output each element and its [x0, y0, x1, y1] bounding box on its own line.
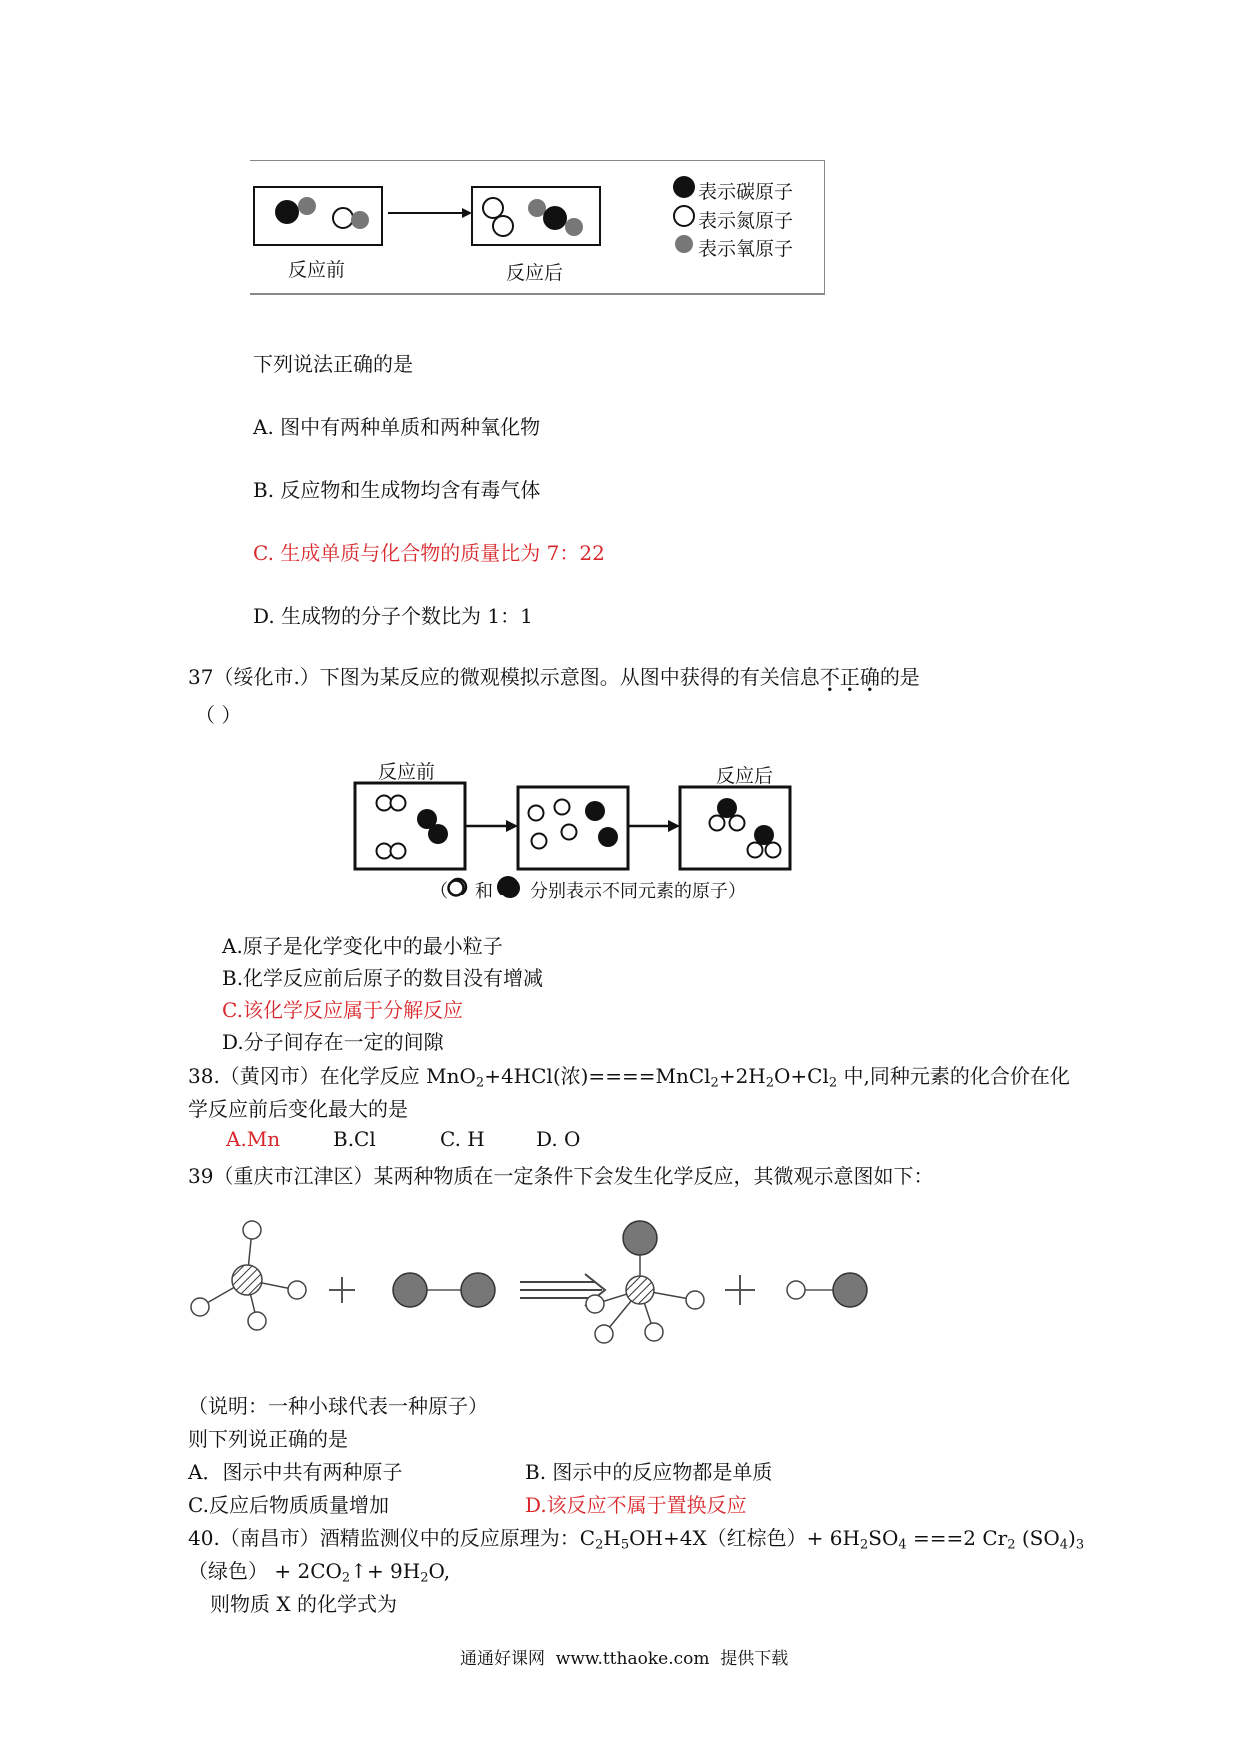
q38-option-c: C. H	[440, 1127, 485, 1151]
q40-line1-d: ===2 Cr	[906, 1526, 1008, 1550]
fig2-caption-rest: 分别表示不同元素的原子）	[530, 881, 746, 902]
q37-blank: （ ）	[195, 703, 242, 727]
q38-option-a-answer: A.Mn	[226, 1127, 281, 1151]
q38-line1: 38.（黄冈市）在化学反应 MnO$_2$+4HCl(浓)$====MnCl_2+2H_2O+Cl_2$ 中,同种元素的化合价在化	[188, 1064, 1070, 1091]
q40-line2-post: ↑+ 9H	[350, 1559, 421, 1583]
q38-line1-mid3: O+Cl	[774, 1064, 829, 1088]
q36-option-a: A. 图中有两种单质和两种氧化物	[253, 415, 541, 439]
q37-emph-1: 不	[819, 665, 840, 689]
q38-option-b: B.Cl	[333, 1127, 376, 1151]
q38-line1-mid2: +2H	[718, 1064, 766, 1088]
q39-note: （说明：一种小球代表一种原子）	[188, 1394, 488, 1418]
fig2-after-label: 反应后	[716, 765, 774, 787]
fig1-legend-oxygen: 表示氧原子	[698, 238, 794, 260]
q39-option-d-answer: D.该反应不属于置换反应	[525, 1493, 747, 1517]
q36-stem: 下列说法正确的是	[253, 352, 413, 376]
q37-stem	[188, 661, 920, 690]
q38-line1-post: 中,同种元素的化合价在化	[837, 1064, 1070, 1088]
q36-option-c-answer: C. 生成单质与化合物的质量比为 7：22	[253, 541, 605, 565]
q39-option-b: B. 图示中的反应物都是单质	[525, 1460, 773, 1484]
q40-line1-f: )	[1068, 1526, 1076, 1550]
fig1-legend-carbon: 表示碳原子	[698, 181, 794, 203]
q36-option-b: B. 反应物和生成物均含有毒气体	[253, 478, 541, 502]
q37-option-a: A.原子是化学变化中的最小粒子	[222, 934, 503, 958]
figure-3-svg	[180, 1210, 920, 1365]
q37-emph-2: 正	[839, 665, 860, 689]
q39-question: 则下列说正确的是	[188, 1427, 348, 1451]
q37-option-c-answer: C.该化学反应属于分解反应	[222, 998, 463, 1022]
q38-option-d: D. O	[536, 1127, 581, 1151]
fig2-before-label: 反应前	[378, 761, 436, 783]
q39-stem: 39（重庆市江津区）某两种物质在一定条件下会发生化学反应，其微观示意图如下：	[188, 1164, 934, 1188]
q40-line1-b: OH+4X（红棕色）+ 6H	[629, 1526, 860, 1550]
q38-line2: 学反应前后变化最大的是	[188, 1097, 408, 1121]
q40-line2-end: O,	[428, 1559, 451, 1583]
fig2-caption-filled-circle-icon	[498, 876, 528, 900]
page-footer: 通通好课网 www.tthaoke.com 提供下载	[460, 1649, 789, 1669]
q37-stem-pre: 37（绥化市.）下图为某反应的微观模拟示意图。从图中获得的有关信息	[188, 665, 820, 689]
fig2-caption-open: （	[430, 881, 448, 902]
q37-option-b: B.化学反应前后原子的数目没有增减	[222, 966, 544, 990]
q37-option-d: D.分子间存在一定的间隙	[222, 1030, 444, 1054]
q39-option-c: C.反应后物质质量增加	[188, 1493, 389, 1517]
q40-line1-c: SO	[868, 1526, 899, 1550]
q36-option-d: D. 生成物的分子个数比为 1：1	[253, 604, 533, 628]
q40-line2-pre: （绿色） + 2CO	[188, 1559, 342, 1583]
q38-line1-pre: 38.（黄冈市）在化学反应 MnO	[188, 1064, 476, 1088]
fig2-caption-and: 和	[475, 881, 493, 902]
fig1-after-label: 反应后	[506, 262, 564, 284]
q40-line1-e: (SO	[1015, 1526, 1060, 1550]
q40-line3: 则物质 X 的化学式为	[210, 1592, 397, 1616]
q40-line1-a: H	[603, 1526, 621, 1550]
figure-3	[180, 1210, 920, 1365]
q37-stem-post: 的是	[879, 665, 920, 689]
fig1-legend-nitrogen: 表示氮原子	[698, 210, 794, 232]
q40-line1: 40.（南昌市）酒精监测仪中的反应原理为：$C_2H_5OH+4X$（红棕色）+ $6H_2SO_4 ===2$ $Cr_2$ $(SO_4)_3$	[188, 1526, 1085, 1553]
q40-line1-pre: 40.（南昌市）酒精监测仪中的反应原理为：C	[188, 1526, 596, 1550]
q40-line2: （绿色） + $2CO_2↑+ 9H_2O$,	[188, 1559, 451, 1586]
fig2-caption-open-circle-icon	[446, 877, 486, 899]
q37-emph-3: 确	[859, 665, 880, 689]
q38-line1-mid: +4HCl(浓)====MnCl	[484, 1064, 711, 1088]
fig1-before-label: 反应前	[288, 259, 346, 281]
q39-option-a: A．图示中共有两种原子	[188, 1460, 403, 1484]
